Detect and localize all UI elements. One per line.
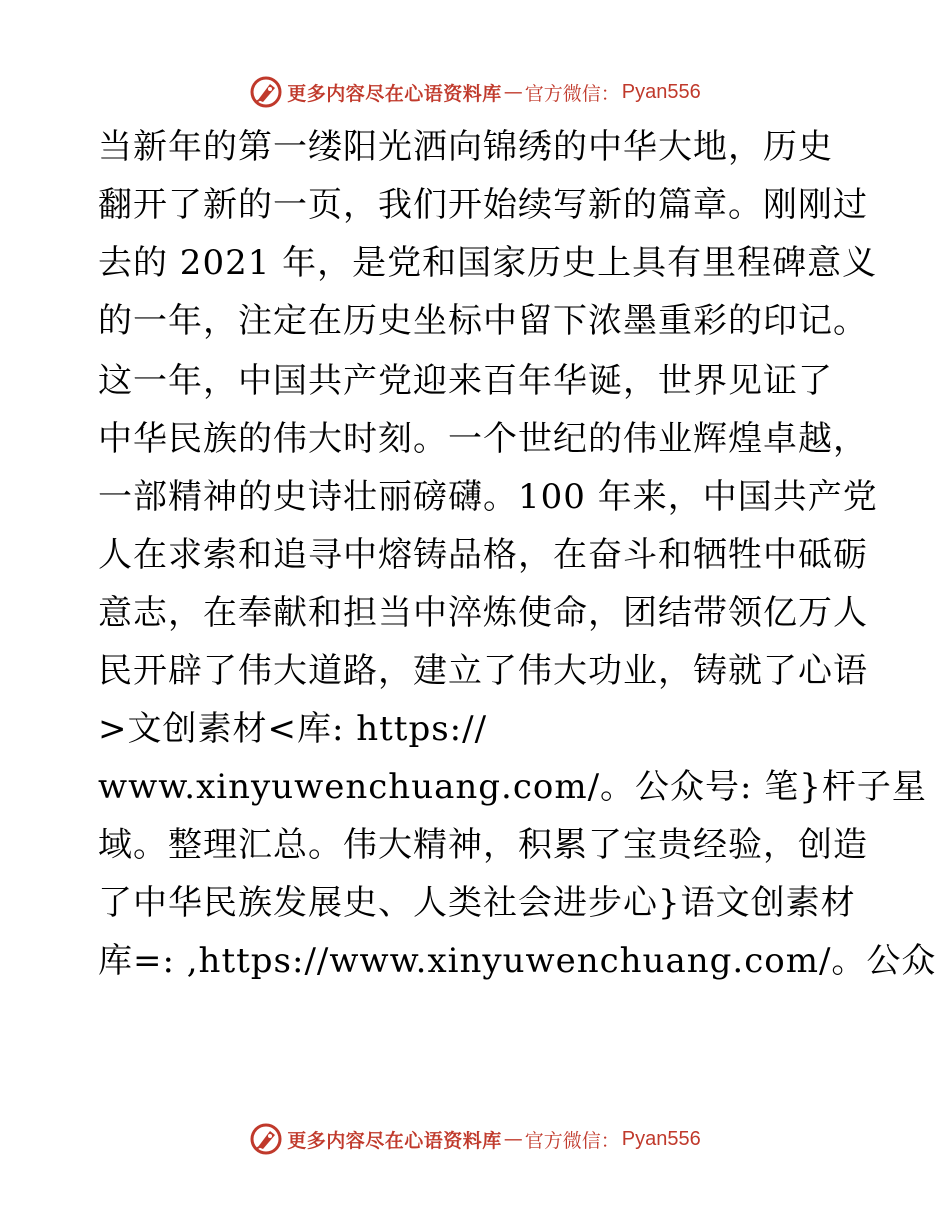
- text-line: 这一年，中国共产党迎来百年华诞，世界见证了: [98, 361, 833, 401]
- text-line: 去的 2021 年，是党和国家历史上具有里程碑意义: [98, 243, 878, 283]
- pen-nib-logo-icon: [249, 75, 283, 109]
- text-line: 的一年，注定在历史坐标中留下浓墨重彩的印记。: [98, 301, 868, 341]
- header-wechat-label: 官方微信：: [524, 82, 620, 105]
- pen-nib-logo-icon: [249, 1122, 283, 1156]
- text-line: 当新年的第一缕阳光洒向锦绣的中华大地，历史: [98, 127, 833, 167]
- header-separator: —: [503, 81, 523, 103]
- header-wechat-id: Pyan556: [621, 80, 701, 103]
- footer-separator: —: [503, 1128, 523, 1150]
- footer-wechat-label: 官方微信：: [524, 1129, 620, 1152]
- header-banner: [0, 72, 950, 112]
- text-line: 域。整理汇总。伟大精神，积累了宝贵经验，创造: [98, 825, 868, 865]
- footer-banner: [0, 1119, 950, 1159]
- text-line: www.xinyuwenchuang.com/。公众号: 笔}杆子星: [98, 767, 927, 807]
- footer-site-text: 更多内容尽在心语资料库: [287, 1129, 502, 1152]
- text-line: 了中华民族发展史、人类社会进步心}语文创素材: [98, 883, 856, 923]
- text-line: 中华民族的伟大时刻。一个世纪的伟业辉煌卓越，: [98, 419, 868, 459]
- footer-wechat-id: Pyan556: [621, 1127, 701, 1150]
- document-body: [98, 118, 937, 990]
- text-line: >文创素材<库: https://: [98, 709, 488, 749]
- text-line: 一部精神的史诗壮丽磅礴。100 年来，中国共产党: [98, 477, 878, 517]
- text-line: 人在求索和追寻中熔铸品格，在奋斗和牺牲中砥砺: [98, 535, 868, 575]
- text-line: 翻开了新的一页，我们开始续写新的篇章。刚刚过: [98, 185, 868, 225]
- header-site-text: 更多内容尽在心语资料库: [287, 82, 502, 105]
- text-line: 库=: ,https://www.xinyuwenchuang.com/。公众: [98, 941, 937, 981]
- paragraph-2: [98, 352, 937, 990]
- text-line: 民开辟了伟大道路，建立了伟大功业，铸就了心语: [98, 651, 868, 691]
- text-line: 意志，在奉献和担当中淬炼使命，团结带领亿万人: [98, 593, 868, 633]
- paragraph-1: [98, 118, 878, 350]
